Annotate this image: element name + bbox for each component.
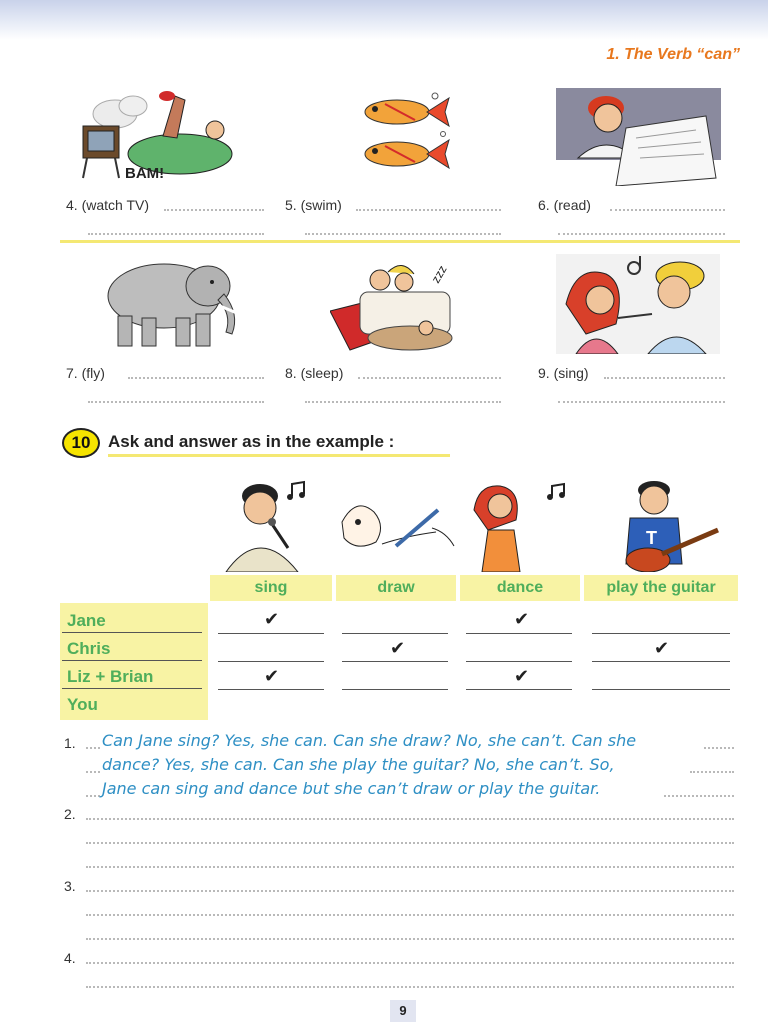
example-answer-line-1: Can Jane sing? Yes, she can. Can she draw? No, she can’t. Can she	[102, 731, 637, 750]
singing-illustration	[556, 254, 720, 354]
cell-line	[592, 633, 730, 634]
answer-number-4: 4.	[64, 950, 76, 966]
answer-line	[704, 747, 734, 749]
cell-line	[342, 689, 448, 690]
sleeping-illustration	[330, 256, 470, 354]
column-header-sing: sing	[210, 575, 332, 601]
example-answer-line-3: Jane can sing and dance but she can’t draw or play the guitar.	[102, 779, 601, 798]
cell-line	[466, 633, 572, 634]
answer-line[interactable]	[356, 209, 501, 211]
row-name-liz-brian: Liz + Brian	[67, 667, 154, 686]
answer-line[interactable]	[86, 890, 734, 892]
answer-line[interactable]	[558, 401, 725, 403]
item-word: (sing)	[553, 365, 589, 381]
answer-line[interactable]	[86, 914, 734, 916]
tshirt-letter: T	[646, 528, 657, 548]
answer-line[interactable]	[86, 986, 734, 988]
answer-line	[664, 795, 734, 797]
tick-mark: ✔	[264, 609, 280, 629]
cell-line	[342, 661, 448, 662]
cell-line	[466, 661, 572, 662]
item-word: (read)	[553, 197, 591, 213]
answer-line[interactable]	[86, 842, 734, 844]
chapter-title: 1. The Verb “can”	[606, 46, 740, 63]
answer-line	[86, 795, 100, 797]
cell-line	[342, 633, 448, 634]
item-word: (sleep)	[300, 365, 344, 381]
cell-line	[592, 689, 730, 690]
answer-line[interactable]	[88, 233, 264, 235]
item-number: 8.	[285, 365, 297, 381]
item-word: (swim)	[300, 197, 342, 213]
answer-line[interactable]	[86, 818, 734, 820]
item-number: 5.	[285, 197, 297, 213]
exercise-number-badge: 10	[62, 428, 100, 458]
tick-mark: ✔	[514, 666, 530, 686]
answer-line[interactable]	[86, 962, 734, 964]
row-divider	[62, 688, 202, 689]
answer-line[interactable]	[558, 233, 725, 235]
cell-line	[218, 633, 324, 634]
tick-mark: ✔	[654, 638, 670, 658]
answer-line[interactable]	[358, 377, 501, 379]
answer-line	[86, 747, 100, 749]
answer-line[interactable]	[86, 938, 734, 940]
row-divider	[62, 660, 202, 661]
watch-tv-illustration	[75, 86, 255, 186]
guitarist-illustration	[612, 478, 724, 572]
page-number: 9	[390, 1000, 416, 1022]
row-name-chris: Chris	[67, 639, 111, 658]
tick-mark: ✔	[390, 638, 406, 658]
top-band	[0, 0, 768, 40]
answer-number-1: 1.	[64, 735, 76, 751]
column-header-play-the-guitar: play the guitar	[584, 575, 738, 601]
column-header-dance: dance	[460, 575, 580, 601]
answer-line[interactable]	[128, 377, 264, 379]
item-5-label	[285, 197, 342, 213]
dancer-illustration	[468, 480, 578, 572]
item-word: (fly)	[81, 365, 105, 381]
item-7-label	[66, 365, 105, 381]
item-number: 6.	[538, 197, 550, 213]
item-9-label	[538, 365, 589, 381]
answer-number-2: 2.	[64, 806, 76, 822]
elephant-illustration	[100, 254, 248, 350]
item-4-label	[66, 197, 149, 213]
answer-line	[86, 771, 100, 773]
item-6-label	[538, 197, 591, 213]
tick-mark: ✔	[264, 666, 280, 686]
drawing-illustration	[336, 492, 456, 562]
cell-line	[466, 689, 572, 690]
exercise-title-underline	[108, 454, 450, 457]
row-name-jane: Jane	[67, 611, 106, 630]
item-8-label	[285, 365, 343, 381]
item-number: 9.	[538, 365, 550, 381]
cell-line	[218, 689, 324, 690]
answer-line[interactable]	[305, 233, 501, 235]
column-header-draw: draw	[336, 575, 456, 601]
svg-text:zzz: zzz	[428, 262, 450, 286]
example-answer-line-2: dance? Yes, she can. Can she play the guitar? No, she can’t. So,	[102, 755, 615, 774]
row-name-you: You	[67, 695, 98, 714]
tick-mark: ✔	[514, 609, 530, 629]
singer-illustration	[218, 478, 330, 572]
item-word: (watch TV)	[81, 197, 150, 213]
answer-line[interactable]	[88, 401, 264, 403]
answer-line[interactable]	[164, 209, 264, 211]
cell-line	[592, 661, 730, 662]
cell-line	[218, 661, 324, 662]
answer-line[interactable]	[86, 866, 734, 868]
item-number: 7.	[66, 365, 78, 381]
answer-number-3: 3.	[64, 878, 76, 894]
fish-illustration	[355, 90, 455, 182]
reading-illustration	[556, 88, 721, 186]
bam-text: BAM!	[125, 165, 165, 182]
answer-line	[690, 771, 734, 773]
item-number: 4.	[66, 197, 78, 213]
answer-line[interactable]	[604, 377, 725, 379]
answer-line[interactable]	[305, 401, 501, 403]
answer-line[interactable]	[610, 209, 725, 211]
row-divider	[62, 632, 202, 633]
section-divider	[60, 240, 740, 243]
exercise-title: Ask and answer as in the example :	[108, 432, 395, 451]
